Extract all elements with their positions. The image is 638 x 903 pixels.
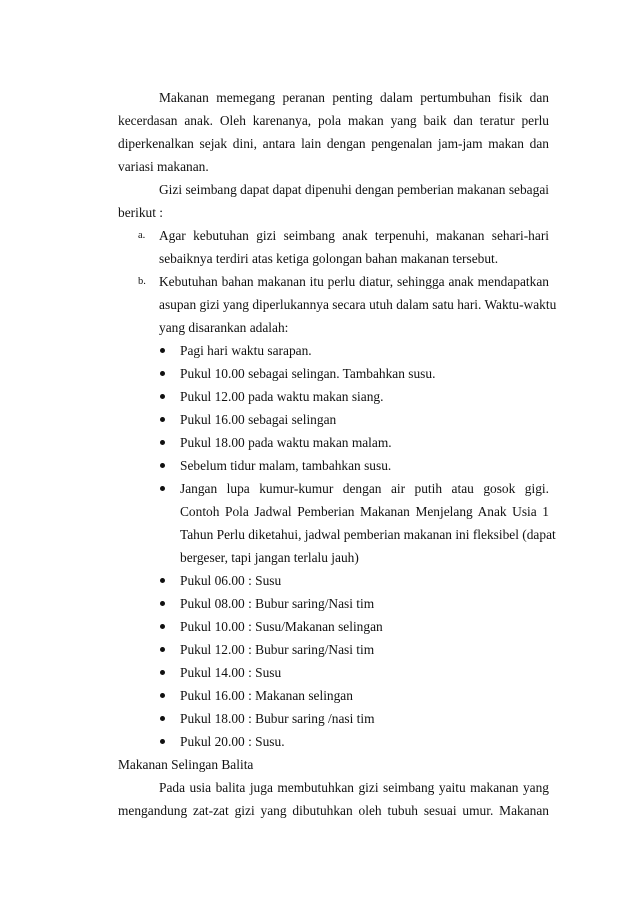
bullet-icon (160, 440, 165, 445)
item-b-line-3: yang disarankan adalah: (159, 320, 289, 335)
list-marker-b: b. (138, 276, 146, 287)
paragraph-1-line-1: Makanan memegang peranan penting dalam pertumbuhan fisik dan (159, 90, 549, 105)
bullet-item-10: Pukul 10.00 : Susu/Makanan selingan (180, 619, 383, 634)
bullet-icon (160, 647, 165, 652)
bullet-item-7-line-4: bergeser, tapi jangan terlalu jauh) (180, 550, 359, 565)
bullet-icon (160, 463, 165, 468)
list-marker-a: a. (138, 230, 146, 241)
bullet-item-14: Pukul 18.00 : Bubur saring /nasi tim (180, 711, 375, 726)
bullet-icon (160, 693, 165, 698)
bullet-icon (160, 417, 165, 422)
bullet-item-15: Pukul 20.00 : Susu. (180, 734, 285, 749)
bullet-icon (160, 348, 165, 353)
bullet-icon (160, 624, 165, 629)
paragraph-2-line-2: berikut : (118, 205, 163, 220)
paragraph-1-line-4: variasi makanan. (118, 159, 209, 174)
bullet-item-6: Sebelum tidur malam, tambahkan susu. (180, 458, 392, 473)
bullet-icon (160, 578, 165, 583)
closing-paragraph-line-2: mengandung zat-zat gizi yang dibutuhkan oleh tubuh sesuai umur. Makanan (118, 803, 549, 818)
paragraph-1-line-2: kecerdasan anak. Oleh karenanya, pola makan yang baik dan teratur perlu (118, 113, 549, 128)
bullet-icon (160, 670, 165, 675)
bullet-icon (160, 716, 165, 721)
bullet-icon (160, 486, 165, 491)
bullet-icon (160, 371, 165, 376)
bullet-item-12: Pukul 14.00 : Susu (180, 665, 282, 680)
bullet-item-7-line-2: Contoh Pola Jadwal Pemberian Makanan Menjelang Anak Usia 1 (180, 504, 549, 519)
bullet-icon (160, 739, 165, 744)
bullet-item-7-line-1: Jangan lupa kumur-kumur dengan air putih atau gosok gigi. (180, 481, 549, 496)
item-b-line-1: Kebutuhan bahan makanan itu perlu diatur, sehingga anak mendapatkan (159, 274, 549, 289)
item-b-line-2: asupan gizi yang diperlukannya secara utuh dalam satu hari. Waktu-waktu (159, 297, 557, 312)
bullet-item-5: Pukul 18.00 pada waktu makan malam. (180, 435, 392, 450)
paragraph-2-line-1: Gizi seimbang dapat dapat dipenuhi dengan pemberian makanan sebagai (159, 182, 549, 197)
bullet-item-11: Pukul 12.00 : Bubur saring/Nasi tim (180, 642, 375, 657)
item-a-line-1: Agar kebutuhan gizi seimbang anak terpenuhi, makanan sehari-hari (159, 228, 549, 243)
bullet-item-9: Pukul 08.00 : Bubur saring/Nasi tim (180, 596, 375, 611)
bullet-item-3: Pukul 12.00 pada waktu makan siang. (180, 389, 384, 404)
bullet-item-1: Pagi hari waktu sarapan. (180, 343, 312, 358)
bullet-item-7-line-3: Tahun Perlu diketahui, jadwal pemberian makanan ini fleksibel (dapat (180, 527, 556, 542)
bullet-icon (160, 394, 165, 399)
section-heading: Makanan Selingan Balita (118, 757, 254, 772)
bullet-icon (160, 601, 165, 606)
bullet-item-4: Pukul 16.00 sebagai selingan (180, 412, 337, 427)
bullet-item-8: Pukul 06.00 : Susu (180, 573, 282, 588)
bullet-item-2: Pukul 10.00 sebagai selingan. Tambahkan susu. (180, 366, 436, 381)
closing-paragraph-line-1: Pada usia balita juga membutuhkan gizi seimbang yaitu makanan yang (159, 780, 549, 795)
item-a-line-2: sebaiknya terdiri atas ketiga golongan bahan makanan tersebut. (159, 251, 499, 266)
paragraph-1-line-3: diperkenalkan sejak dini, antara lain dengan pengenalan jam-jam makan dan (118, 136, 549, 151)
bullet-item-13: Pukul 16.00 : Makanan selingan (180, 688, 353, 703)
